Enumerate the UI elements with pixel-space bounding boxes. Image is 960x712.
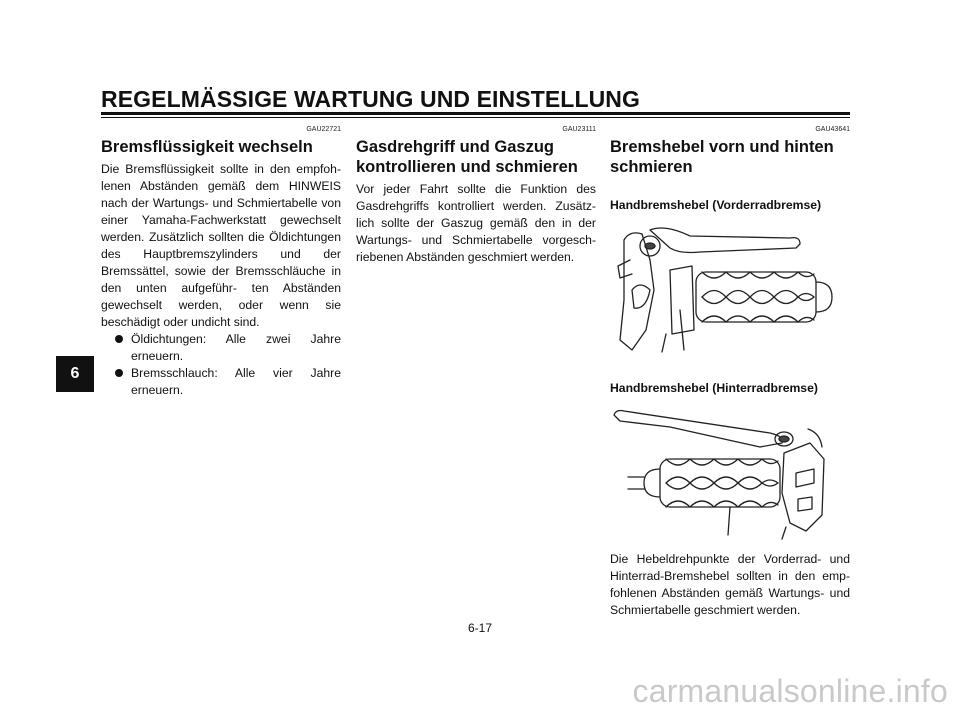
header-rule-thick <box>101 112 850 115</box>
subheading-rear-lever: Handbremshebel (Hinterradbremse) <box>610 381 818 395</box>
column-brake-levers <box>610 125 850 619</box>
header-rule-thin <box>101 117 850 118</box>
bullet-list <box>101 331 341 399</box>
page-number: 6-17 <box>467 621 493 635</box>
rear-brake-lever-illustration <box>610 403 850 543</box>
watermark: carmanualsonline.info <box>632 673 948 709</box>
section-body: Die Hebeldrehpunkte der Vorderrad- und Hinterrad-Bremshebel sollten in den emp- fohlenen Abständen gemäß Wartungs- und Schmiertabelle geschmiert werden. <box>610 552 850 617</box>
subheading-front-lever: Handbremshebel (Vorderradbremse) <box>610 198 822 212</box>
bullet-item: Bremsschlauch: Alle vier Jahre erneuern. <box>101 365 341 399</box>
bullet-item: Öldichtungen: Alle zwei Jahre erneuern. <box>101 331 341 365</box>
chapter-tab: 6 <box>56 356 94 392</box>
section-heading: Bremsflüssigkeit wechseln <box>101 138 313 156</box>
page-header: REGELMÄSSIGE WARTUNG UND EINSTELLUNG <box>101 86 641 112</box>
section-body: Die Bremsflüssigkeit sollte in den empfoh- lenen Abständen gemäß dem HINWEIS nach der Wartungs- und Schmiertabelle von einer Yamaha-Fachwerkstatt gewechselt werden. Zusätzlich sollten die Öldichtungen des Hauptbremszylinders und der Bremssättel, sowie der Bremsschläuche in den unten aufgeführ- ten Abständen gewechselt werden, oder wenn sie beschädigt oder undicht sind. <box>101 162 341 329</box>
column-brake-fluid <box>101 125 341 399</box>
section-code: GAU43641 <box>815 126 850 133</box>
section-heading: Bremshebel vorn und hinten schmieren <box>610 138 834 176</box>
section-code: GAU23111 <box>562 126 596 133</box>
section-heading: Gasdrehgriff und Gaszug kontrollieren und schmieren <box>356 138 578 176</box>
column-throttle <box>356 125 596 266</box>
front-brake-lever-illustration <box>610 220 850 360</box>
section-code: GAU22721 <box>306 126 341 133</box>
section-body: Vor jeder Fahrt sollte die Funktion des Gasdrehgriffs kontrolliert werden. Zusätz- lich sollte der Gaszug gemäß den in der Wartungs- und Schmiertabelle vorgesch- riebenen Abständen geschmiert werden. <box>356 182 596 264</box>
